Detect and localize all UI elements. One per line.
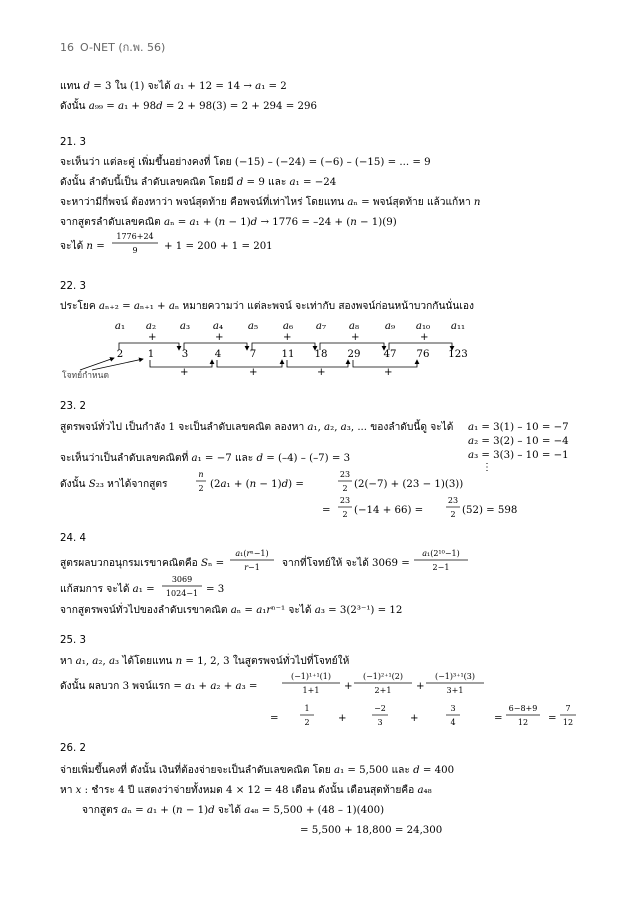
fib-value-7: 18 [314,349,328,360]
fib-arrow-9 [389,343,452,350]
fib-plus-5: + [283,332,292,343]
q23-f4-den: 2 [450,510,456,519]
q25-line-1: หา 𝑎₁, 𝑎₂, 𝑎₃ ได้โดยแทน 𝑛 = 1, 2, 3 ในสูตรพจน์ทั่วไปที่โจทย์ให้ [60,656,350,667]
fib-arrow-1 [119,343,179,350]
q25-plus-1: + [344,681,353,692]
q21-line-5-pre: จะได้ 𝑛 = [60,241,105,252]
q22-number: 22. 3 [60,281,86,292]
fib-value-10: 76 [416,349,430,360]
q21-line-3: จะหาว่ามีกี่พจน์ ต้องหาว่า พจน์สุดท้าย คือพจน์ที่เท่าไหร่ โดยแทน 𝑎ₙ = พจน์สุดท้าย แล้วแก้หา 𝑛 [60,197,481,208]
fib-term-6: 𝑎₆ [282,321,294,332]
q20-line-1: แทน 𝑑 = 3 ใน (1) จะได้ 𝑎₁ + 12 = 14 → 𝑎₁ = 2 [60,81,287,92]
q21-line-5-post: + 1 = 200 + 1 = 201 [164,241,273,252]
q25-r-den: 12 [562,718,574,727]
fib-arrow-3 [184,343,247,350]
fib-value-2: 1 [147,349,155,360]
q25-g3-num: 3 [450,704,456,713]
q23-number: 23. 2 [60,401,86,412]
q25-h-den: 12 [517,718,529,727]
page-header-title: O-NET (ก.พ. 56) [80,41,166,54]
q25-g1-num: 1 [304,704,310,713]
fib-term-2: 𝑎₂ [145,321,157,332]
q24-line-2-post: = 3 [206,584,225,595]
q21-frac-denominator: 9 [132,246,138,255]
q24-f3-den: 1024−1 [165,589,199,598]
fib-arrow-7 [320,343,384,350]
q23-f2-den: 2 [342,484,348,493]
fib-term-4: 𝑎₄ [212,321,224,332]
fib-arrow-6 [287,360,348,367]
fib-term-5: 𝑎₅ [247,321,259,332]
q23-f3-num: 23 [339,496,351,505]
q26-line-3: จากสูตร 𝑎ₙ = 𝑎₁ + (𝑛 − 1)𝑑 จะได้ 𝑎₄₈ = 5,500 + (48 – 1)(400) [82,805,385,816]
q23-line-4-mid: (−14 + 66) = [354,505,424,516]
q25-line-2-pre: ดังนั้น ผลบวก 3 พจน์แรก = 𝑎₁ + 𝑎₂ + 𝑎₃ = [60,681,258,692]
q21-line-1: จะเห็นว่า แต่ละคู่ เพิ่มขึ้นอย่างคงที่ โดย (−15) – (−24) = (−6) – (−15) = ... = 9 [60,157,431,168]
q25-g1-den: 2 [304,718,310,727]
q25-f3-den: 3+1 [446,686,464,695]
fib-plus-8: + [384,367,393,378]
q23-line-4-post: (52) = 598 [462,505,518,516]
given-arrow-1 [80,358,114,370]
q23-f3-den: 2 [342,510,348,519]
fib-plus-3: + [215,332,224,343]
q23-line-3-pre: ดังนั้น 𝑆₂₃ หาได้จากสูตร [60,479,168,490]
fib-value-3: 3 [181,349,189,360]
q23-line-1: สูตรพจน์ทั่วไป เป็นกำลัง 1 จะเป็นลำดับเลขคณิต ลองหา 𝑎₁, 𝑎₂, 𝑎₃, ... ของลำดับนี้ดู จะได้ [60,422,454,433]
q25-g2-num: −2 [374,704,386,713]
fib-arrow-4 [217,360,282,367]
fib-plus-9: + [420,332,429,343]
given-arrow-2 [92,359,143,370]
q25-h-num: 6−8+9 [508,704,538,713]
fib-value-6: 11 [281,349,295,360]
fib-arrow-2 [150,360,212,367]
fib-value-11: 123 [448,349,468,360]
fib-value-9: 47 [383,349,397,360]
q24-f2-num: 𝑎₁(2¹⁰−1) [422,549,460,558]
q23-line-3-mid: (2𝑎₁ + (𝑛 − 1)𝑑) = [210,479,304,490]
q25-f2-num: (−1)²⁺¹(2) [362,672,403,681]
q25-plus-4: + [410,713,419,724]
q25-f1-num: (−1)¹⁺¹(1) [290,672,331,681]
q25-r-num: 7 [565,704,571,713]
q24-line-3: จากสูตรพจน์ทั่วไปของลำดับเรขาคณิต 𝑎ₙ = 𝑎₁𝑟ⁿ⁻¹ จะได้ 𝑎₃ = 3(2³⁻¹) = 12 [60,605,403,616]
q23-line-3-post: (2(−7) + (23 − 1)(3)) [354,479,464,490]
fib-plus-4: + [249,367,258,378]
fib-value-5: 7 [249,349,257,360]
q23-side-3: 𝑎₃ = 3(3) – 10 = −1 [468,450,569,461]
q24-line-1-mid: จากที่โจทย์ให้ จะได้ 3069 = [282,558,410,569]
q21-number: 21. 3 [60,137,86,148]
fib-arrow-8 [353,360,417,367]
fib-value-1: 2 [116,349,124,360]
q24-f1-den: 𝑟−1 [244,563,260,572]
q26-line-4: = 5,500 + 18,800 = 24,300 [300,825,443,836]
q24-f3-num: 3069 [171,575,193,584]
q25-eq-1: = [270,713,279,724]
fib-plus-2: + [180,367,189,378]
q23-line-2: จะเห็นว่าเป็นลำดับเลขคณิตที่ 𝑎₁ = −7 และ 𝑑 = (–4) – (–7) = 3 [60,453,351,464]
fib-term-7: 𝑎₇ [315,321,327,332]
q25-number: 25. 3 [60,635,86,646]
q25-g2-den: 3 [377,718,383,727]
q23-line-4-eq: = [322,505,331,516]
fib-plus-6: + [317,367,326,378]
fib-term-1: 𝑎₁ [114,321,126,332]
q25-plus-3: + [338,713,347,724]
q25-eq-3: = [548,713,557,724]
q21-line-2: ดังนั้น ลำดับนี้เป็น ลำดับเลขคณิต โดยมี 𝑑 = 9 และ 𝑎₁ = −24 [60,177,337,188]
q23-dots: ⋮ [482,462,493,473]
q21-frac-numerator: 1776+24 [116,232,154,241]
q24-number: 24. 4 [60,533,86,544]
fib-arrow-5 [252,343,315,350]
q25-plus-2: + [416,681,425,692]
q25-f2-den: 2+1 [374,686,392,695]
q23-f2-num: 23 [339,470,351,479]
q26-number: 26. 2 [60,743,86,754]
q25-eq-2: = [494,713,503,724]
fib-term-11: 𝑎₁₁ [450,321,466,332]
q23-side-2: 𝑎₂ = 3(2) – 10 = −4 [468,436,569,447]
q23-side-1: 𝑎₁ = 3(1) – 10 = −7 [468,422,569,433]
q26-line-1: จ่ายเพิ่มขึ้นคงที่ ดังนั้น เงินที่ต้องจ่ายจะเป็นลำดับเลขคณิต โดย 𝑎₁ = 5,500 และ 𝑑 = 400 [60,765,455,776]
q24-line-1-pre: สูตรผลบวกอนุกรมเรขาคณิตคือ 𝑆ₙ = [60,558,225,569]
fib-plus-7: + [351,332,360,343]
fib-value-4: 4 [214,349,222,360]
given-terms-label: โจทย์กำหนด [62,371,109,381]
q25-f3-num: (−1)³⁺¹(3) [434,672,475,681]
q20-line-2: ดังนั้น 𝑎₉₉ = 𝑎₁ + 98𝑑 = 2 + 98(3) = 2 + 294 = 296 [60,101,317,112]
fib-value-8: 29 [347,349,361,360]
fib-term-9: 𝑎₉ [384,321,396,332]
fib-term-8: 𝑎₈ [348,321,360,332]
q25-f1-den: 1+1 [302,686,320,695]
fib-term-3: 𝑎₃ [179,321,191,332]
fib-plus-1: + [148,332,157,343]
q23-f4-num: 23 [447,496,459,505]
q24-f2-den: 2−1 [432,563,450,572]
q23-f1-den: 2 [198,484,204,493]
q25-g3-den: 4 [450,718,456,727]
q26-line-2: หา 𝑥 : ชำระ 4 ปี แสดงว่าจ่ายทั้งหมด 4 × 12 = 48 เดือน ดังนั้น เดือนสุดท้ายคือ 𝑎₄₈ [60,785,432,796]
q23-f1-num: 𝑛 [198,470,204,479]
q22-line-1: ประโยค 𝑎ₙ₊₂ = 𝑎ₙ₊₁ + 𝑎ₙ หมายความว่า แต่ละพจน์ จะเท่ากับ สองพจน์ก่อนหน้าบวกกันนั่นเอง [60,301,474,312]
fib-term-10: 𝑎₁₀ [415,321,431,332]
q24-f1-num: 𝑎₁(𝑟ⁿ−1) [235,549,269,558]
q21-line-4: จากสูตรลำดับเลขคณิต 𝑎ₙ = 𝑎₁ + (𝑛 − 1)𝑑 → 1776 = –24 + (𝑛 − 1)(9) [60,217,397,228]
page-number: 16 [60,41,74,54]
q24-line-2-pre: แก้สมการ จะได้ 𝑎₁ = [60,584,155,595]
